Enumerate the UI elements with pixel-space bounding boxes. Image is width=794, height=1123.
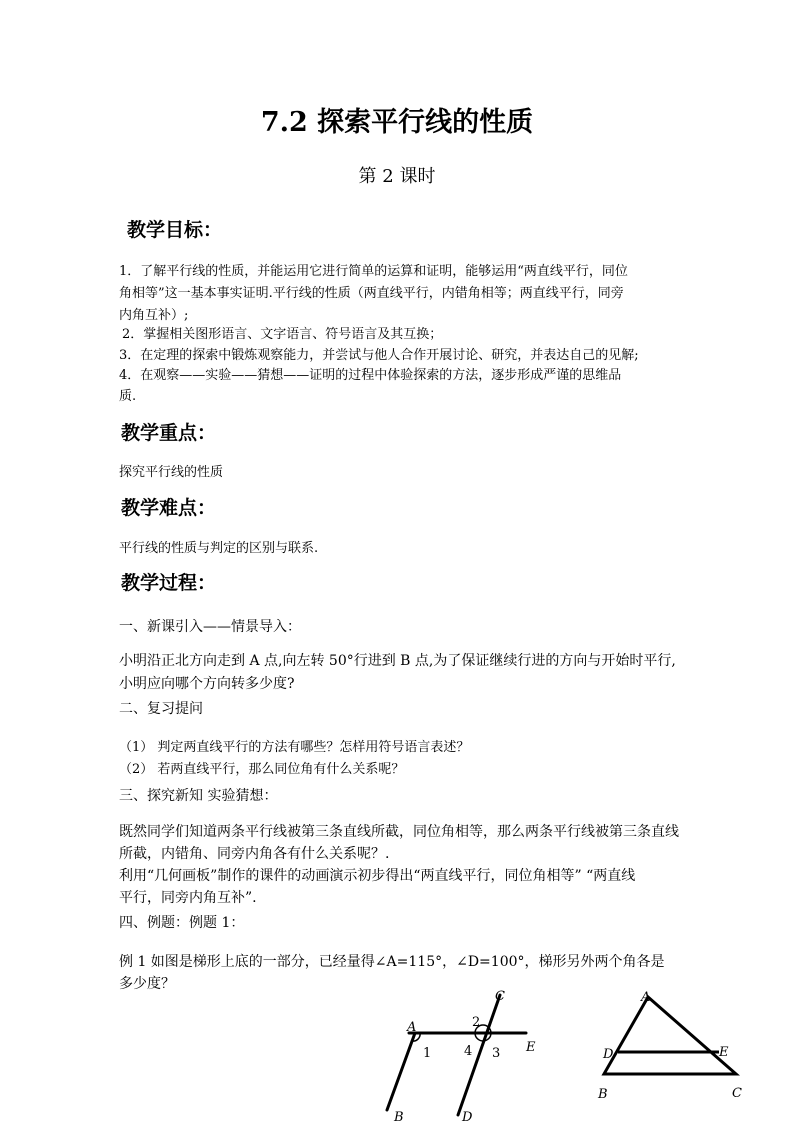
label-B: B bbox=[598, 1087, 608, 1102]
label-C: C bbox=[495, 989, 505, 1004]
label-B: B bbox=[394, 1110, 404, 1123]
objective-line: 1．了解平行线的性质，并能运用它进行简单的运算和证明，能够运用“两直线平行，同位 bbox=[119, 264, 628, 279]
objective-line: 质. bbox=[119, 389, 137, 404]
key-heading: 教学重点： bbox=[121, 422, 217, 444]
label-D: D bbox=[462, 1110, 473, 1123]
process-heading: 教学过程： bbox=[121, 572, 217, 594]
triangle-ABC bbox=[604, 997, 736, 1074]
intro-heading: 一、新课引入——情景导入： bbox=[119, 619, 301, 635]
intro-line: 小明应向哪个方向转多少度? bbox=[119, 676, 295, 692]
explore-line: 所截，内错角、同旁内角各有什么关系呢？. bbox=[119, 846, 390, 862]
angle-label-1: 1 bbox=[423, 1046, 432, 1061]
explore-line: 既然同学们知道两条平行线被第三条直线所截，同位角相等，那么两条平行线被第三条直线 bbox=[119, 824, 679, 840]
explore-heading: 三、探究新知 实验猜想： bbox=[119, 788, 278, 804]
line-AB bbox=[387, 1033, 415, 1110]
difficulty-heading: 教学难点： bbox=[121, 497, 217, 519]
objective-line: 内角互补）; bbox=[119, 308, 189, 323]
difficulty-text: 平行线的性质与判定的区别与联系. bbox=[119, 541, 319, 556]
key-text: 探究平行线的性质 bbox=[119, 465, 224, 480]
explore-line: 利用“几何画板”制作的课件的动画演示初步得出“两直线平行，同位角相等” “两直线 bbox=[119, 868, 636, 884]
figure-triangle bbox=[590, 985, 760, 1110]
label-C: C bbox=[732, 1086, 742, 1101]
example-heading: 四、例题：例题 1： bbox=[119, 915, 245, 931]
objective-line: 角相等”这一基本事实证明.平行线的性质（两直线平行，内错角相等；两直线平行，同旁 bbox=[119, 286, 624, 301]
figure-parallel-lines bbox=[370, 985, 560, 1123]
page-subtitle: 第 2 课时 bbox=[358, 166, 436, 187]
label-D: D bbox=[603, 1047, 614, 1062]
angle-label-3: 3 bbox=[492, 1046, 501, 1061]
objectives-heading: 教学目标： bbox=[127, 219, 223, 241]
angle-label-4: 4 bbox=[464, 1044, 473, 1059]
review-item: （2） 若两直线平行，那么同位角有什么关系呢？ bbox=[119, 762, 405, 777]
page-title: 7.2 探索平行线的性质 bbox=[260, 107, 534, 138]
example-line: 例 1 如图是梯形上底的一部分，已经量得∠A=115°，∠D=100°，梯形另外两个角各是 bbox=[119, 954, 665, 970]
review-item: （1） 判定两直线平行的方法有哪些？怎样用符号语言表述？ bbox=[119, 740, 470, 755]
angle-label-2: 2 bbox=[472, 1015, 481, 1030]
intro-line: 小明沿正北方向走到 A 点,向左转 50°行进到 B 点,为了保证继续行进的方向与开始时平行, bbox=[119, 653, 676, 669]
explore-line: 平行，同旁内角互补”. bbox=[119, 890, 257, 906]
label-A: A bbox=[641, 990, 651, 1005]
review-heading: 二、复习提问 bbox=[119, 701, 203, 717]
label-A: A bbox=[407, 1020, 417, 1035]
label-E: E bbox=[719, 1045, 729, 1060]
label-E: E bbox=[526, 1040, 536, 1055]
example-line: 多少度？ bbox=[119, 976, 175, 992]
objective-line: 3．在定理的探索中锻炼观察能力，并尝试与他人合作开展讨论、研究，并表达自己的见解; bbox=[119, 348, 639, 363]
objective-line: 2．掌握相关图形语言、文字语言、符号语言及其互换； bbox=[122, 327, 443, 342]
objective-line: 4．在观察——实验——猜想——证明的过程中体验探索的方法，逐步形成严谨的思维品 bbox=[119, 368, 622, 383]
